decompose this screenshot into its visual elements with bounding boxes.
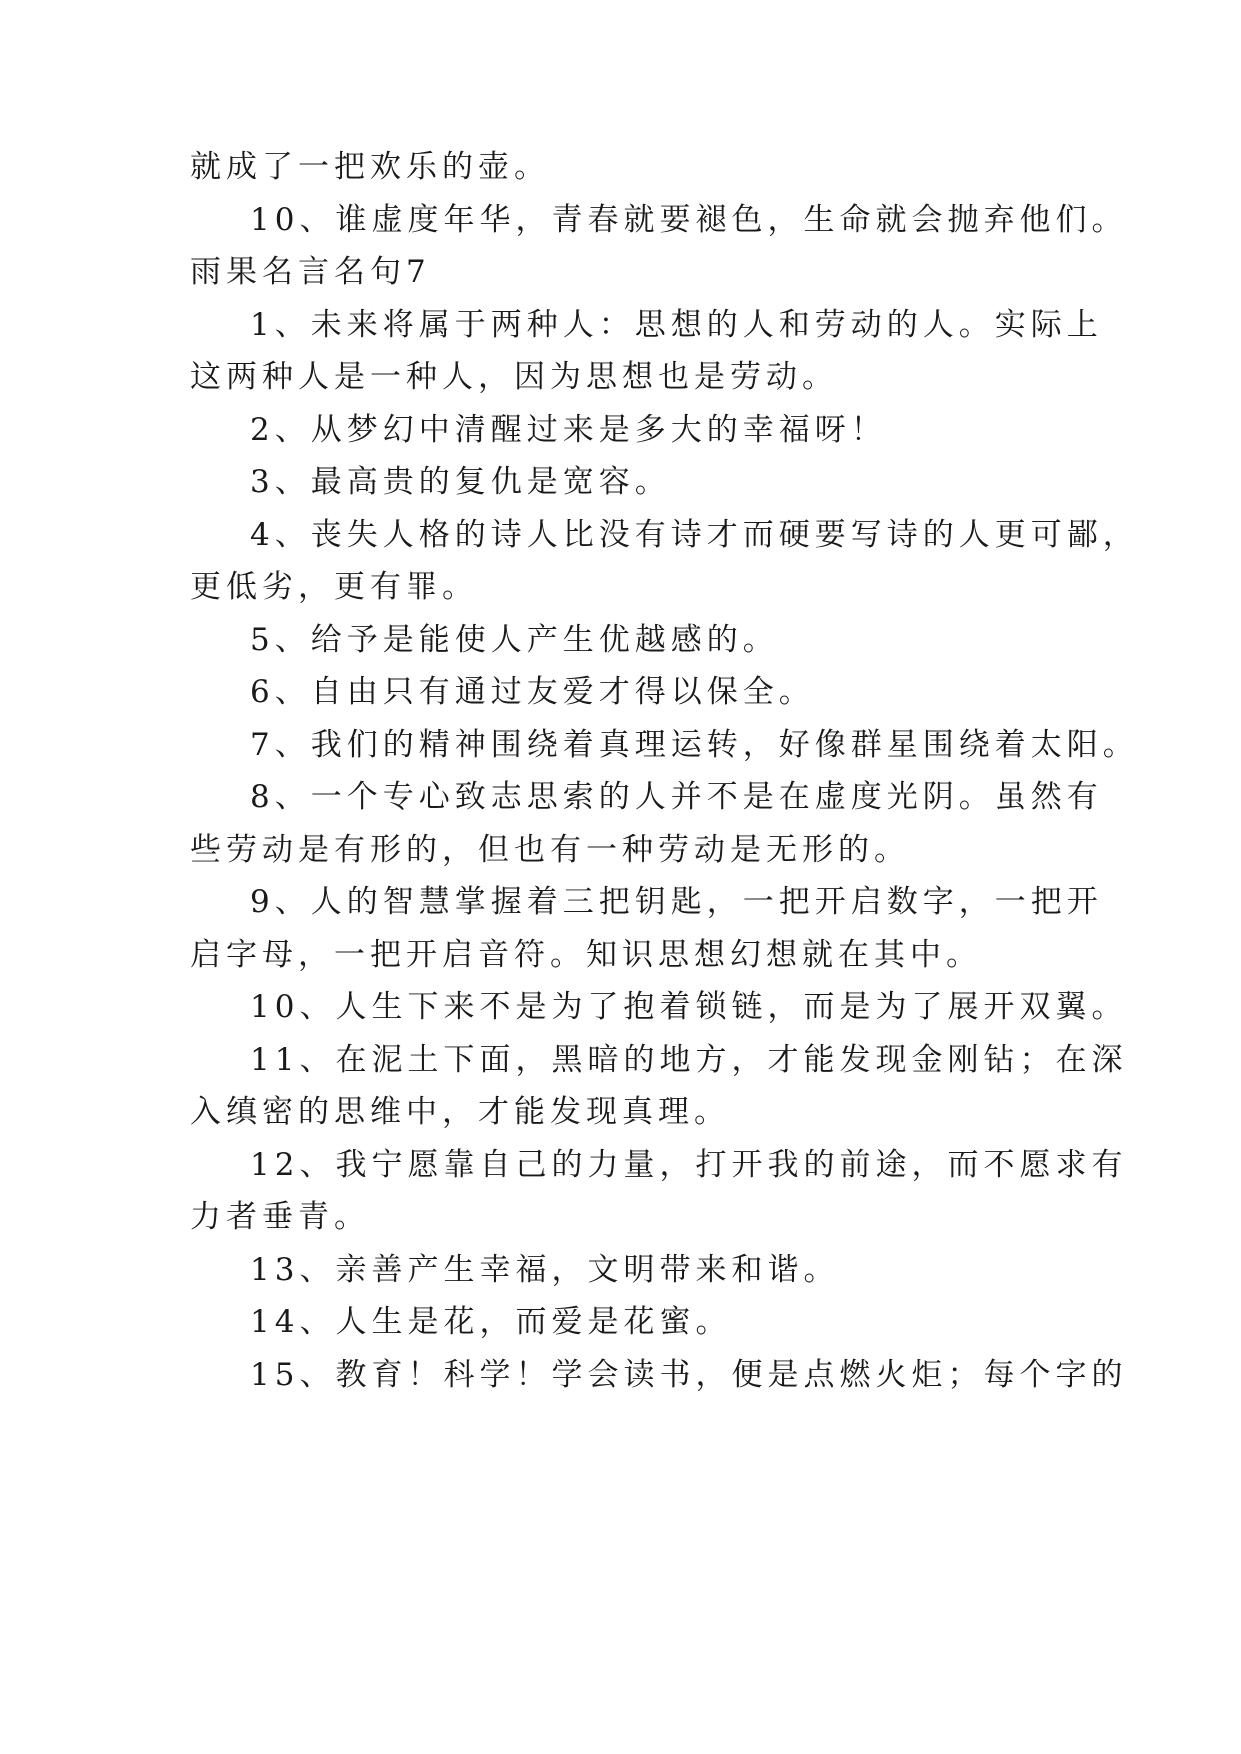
- text-line: 9、人的智慧掌握着三把钥匙，一把开启数字，一把开: [250, 884, 1103, 920]
- text-line: 12、我宁愿靠自己的力量，打开我的前途，而不愿求有: [250, 1147, 1128, 1183]
- text-line: 6、自由只有通过友爱才得以保全。: [250, 674, 815, 710]
- text-line: 5、给予是能使人产生优越感的。: [250, 622, 779, 658]
- text-line: 启字母，一把开启音符。知识思想幻想就在其中。: [190, 937, 982, 973]
- text-line: 14、人生是花，而爱是花蜜。: [250, 1304, 732, 1340]
- section-heading: 雨果名言名句7: [190, 254, 431, 290]
- text-line: 4、丧失人格的诗人比没有诗才而硬要写诗的人更可鄙，: [250, 517, 1139, 553]
- text-line: 7、我们的精神围绕着真理运转，好像群星围绕着太阳。: [250, 727, 1139, 763]
- text-line: 11、在泥土下面，黑暗的地方，才能发现金刚钻；在深: [250, 1042, 1128, 1078]
- text-line: 入缜密的思维中，才能发现真理。: [190, 1094, 730, 1130]
- text-line: 2、从梦幻中清醒过来是多大的幸福呀！: [250, 412, 887, 448]
- text-line: 就成了一把欢乐的壶。: [190, 149, 550, 185]
- text-line: 这两种人是一种人，因为思想也是劳动。: [190, 359, 838, 395]
- text-line: 10、谁虚度年华，青春就要褪色，生命就会抛弃他们。: [250, 202, 1128, 238]
- text-line: 些劳动是有形的，但也有一种劳动是无形的。: [190, 832, 910, 868]
- text-line: 8、一个专心致志思索的人并不是在虚度光阴。虽然有: [250, 779, 1103, 815]
- text-line: 15、教育！科学！学会读书，便是点燃火炬；每个字的: [250, 1357, 1128, 1393]
- text-line: 13、亲善产生幸福，文明带来和谐。: [250, 1252, 840, 1288]
- text-line: 力者垂青。: [190, 1199, 370, 1235]
- text-line: 3、最高贵的复仇是宽容。: [250, 464, 671, 500]
- text-line: 10、人生下来不是为了抱着锁链，而是为了展开双翼。: [250, 989, 1128, 1025]
- text-line: 更低劣，更有罪。: [190, 569, 478, 605]
- text-line: 1、未来将属于两种人：思想的人和劳动的人。实际上: [250, 307, 1103, 343]
